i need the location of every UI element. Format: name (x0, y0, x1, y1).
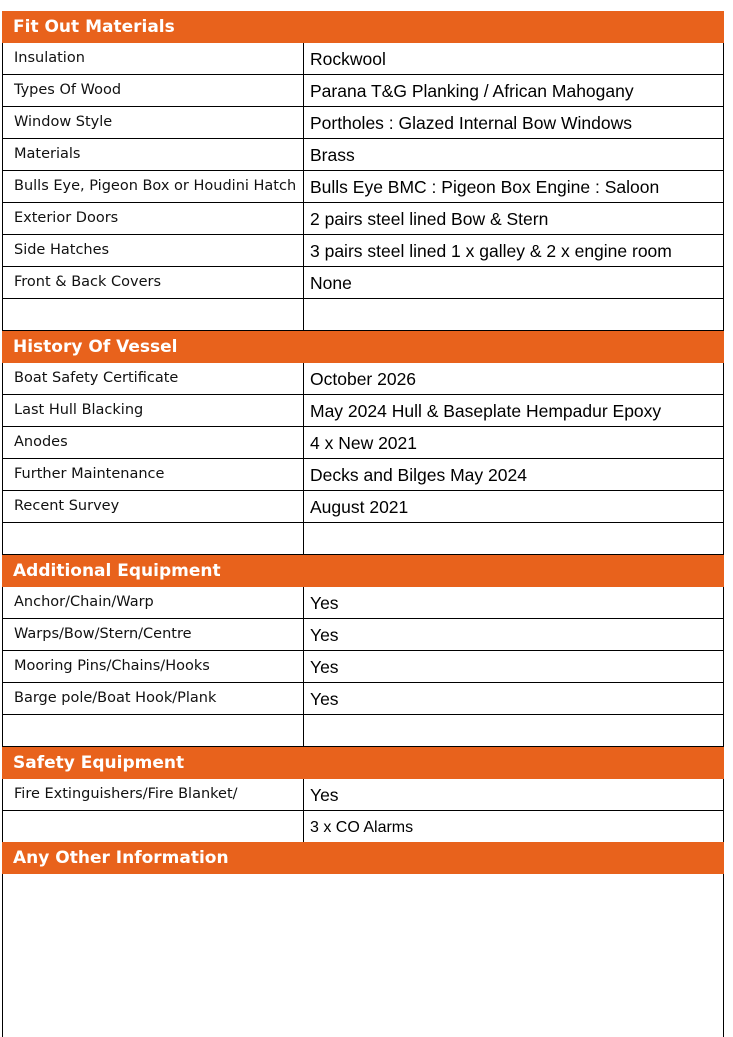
specification-sheet (2, 11, 724, 1037)
row-value: October 2026 (310, 369, 417, 389)
table-row (2, 107, 724, 139)
row-value: May 2024 Hull & Baseplate Hempadur Epoxy (310, 401, 662, 421)
table-row (2, 587, 724, 619)
row-label: Types Of Wood (3, 75, 304, 106)
section-header-safety-equipment: Safety Equipment (2, 747, 724, 779)
row-value: Yes (310, 657, 339, 677)
row-value (310, 523, 721, 554)
table-row (2, 267, 724, 299)
row-label: Warps/Bow/Stern/Centre (3, 619, 304, 650)
row-value: August 2021 (310, 497, 409, 517)
table-row (2, 779, 724, 811)
table-row (2, 683, 724, 715)
table-row-empty (2, 715, 724, 747)
other-information-area (2, 874, 724, 1037)
row-value: 4 x New 2021 (310, 433, 418, 453)
section-header-any-other-information: Any Other Information (2, 842, 724, 874)
table-row (2, 139, 724, 171)
row-label: Fire Extinguishers/Fire Blanket/ (3, 779, 304, 810)
section-header-fit-out-materials: Fit Out Materials (2, 11, 724, 43)
table-row (2, 75, 724, 107)
table-row (2, 43, 724, 75)
row-value: Yes (310, 689, 339, 709)
row-label (3, 523, 304, 554)
table-row (2, 811, 724, 843)
section-header-additional-equipment: Additional Equipment (2, 555, 724, 587)
row-value (310, 715, 721, 746)
row-label: Front & Back Covers (3, 267, 304, 298)
row-value: Yes (310, 785, 339, 805)
table-row (2, 491, 724, 523)
row-label (3, 299, 304, 330)
table-row (2, 171, 724, 203)
table-row (2, 395, 724, 427)
row-value: Yes (310, 593, 339, 613)
row-label: Anchor/Chain/Warp (3, 587, 304, 618)
table-row (2, 427, 724, 459)
table-row (2, 363, 724, 395)
row-value: 2 pairs steel lined Bow & Stern (310, 209, 549, 229)
row-label: Insulation (3, 43, 304, 74)
row-label (3, 715, 304, 746)
row-label: Boat Safety Certificate (3, 363, 304, 394)
row-value: Yes (310, 625, 339, 645)
row-value: Parana T&G Planking / African Mahogany (310, 81, 634, 101)
table-row (2, 235, 724, 267)
row-label: Mooring Pins/Chains/Hooks (3, 651, 304, 682)
table-row-empty (2, 523, 724, 555)
table-row (2, 651, 724, 683)
table-row (2, 459, 724, 491)
row-label: Materials (3, 139, 304, 170)
row-label: Further Maintenance (3, 459, 304, 490)
row-label: Side Hatches (3, 235, 304, 266)
section-header-history-of-vessel: History Of Vessel (2, 331, 724, 363)
row-label: Window Style (3, 107, 304, 138)
row-value: 3 x CO Alarms (310, 819, 414, 836)
row-value: None (310, 273, 352, 293)
row-value: Decks and Bilges May 2024 (310, 465, 527, 485)
row-label: Barge pole/Boat Hook/Plank (3, 683, 304, 714)
row-value: Bulls Eye BMC : Pigeon Box Engine : Saloon (310, 177, 660, 197)
row-label: Exterior Doors (3, 203, 304, 234)
row-label: Bulls Eye, Pigeon Box or Houdini Hatch (3, 171, 304, 202)
row-value (310, 299, 721, 330)
row-label: Last Hull Blacking (3, 395, 304, 426)
table-row (2, 203, 724, 235)
row-value: Brass (310, 145, 355, 165)
row-label: Anodes (3, 427, 304, 458)
row-label: Recent Survey (3, 491, 304, 522)
row-value: 3 pairs steel lined 1 x galley & 2 x engine room (310, 241, 672, 261)
row-label (3, 811, 304, 842)
table-row (2, 619, 724, 651)
table-row-empty (2, 299, 724, 331)
row-value: Rockwool (310, 49, 386, 69)
row-value: Portholes : Glazed Internal Bow Windows (310, 113, 632, 133)
